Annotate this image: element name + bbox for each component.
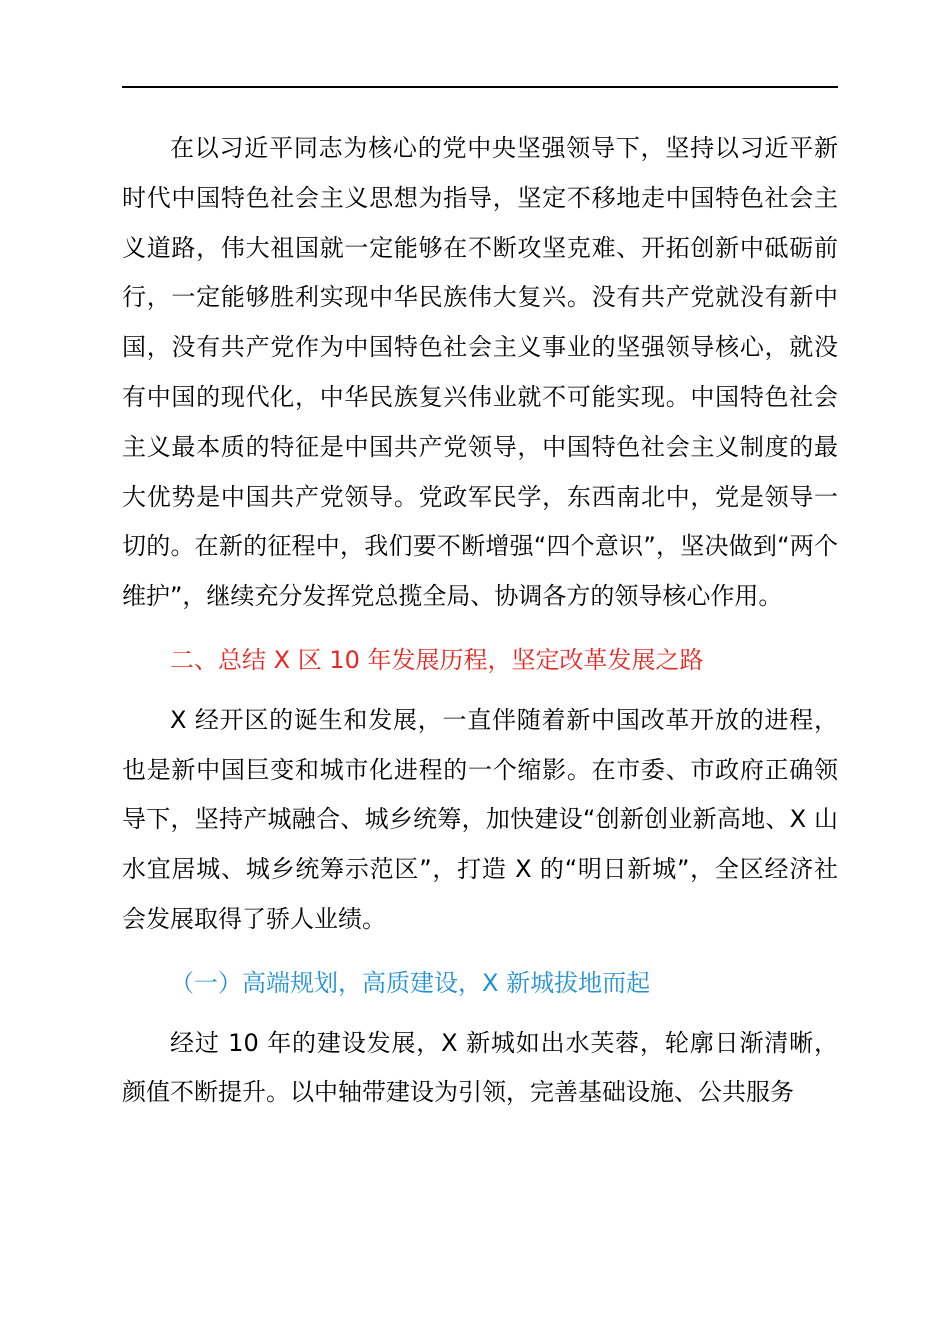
subsection-heading-1: （一）高端规划，高质建设，X 新城拔地而起 [170, 968, 651, 997]
document-body [122, 124, 838, 1118]
section-heading-2: 二、总结 X 区 10 年发展历程，坚定改革发展之路 [170, 645, 704, 674]
body-paragraph-1: 在以习近平同志为核心的党中央坚强领导下，坚持以习近平新时代中国特色社会主义思想为指导，坚定不移地走中国特色社会主义道路，伟大祖国就一定能够在不断攻坚克难、开拓创新中砥砺前行，一定能够胜利实现中华民族伟大复兴。没有共产党就没有新中国，没有共产党作为中国特色社会主义事业的坚强领导核心，就没有中国的现代化，中华民族复兴伟业就不可能实现。中国特色社会主义最本质的特征是中国共产党领导，中国特色社会主义制度的最大优势是中国共产党领导。党政军民学，东西南北中，党是领导一切的。在新的征程中，我们要不断增强“四个意识”，坚决做到“两个维护”，继续充分发挥党总揽全局、协调各方的领导核心作用。 [122, 134, 838, 611]
header-rule [122, 86, 838, 88]
body-paragraph-2: X 经开区的诞生和发展，一直伴随着新中国改革开放的进程，也是新中国巨变和城市化进程的一个缩影。在市委、市政府正确领导下，坚持产城融合、城乡统筹，加快建设“创新创业新高地、X 山水宜居城、城乡统筹示范区”，打造 X 的“明日新城”，全区经济社会发展取得了骄人业绩。 [122, 705, 838, 933]
body-paragraph-3: 经过 10 年的建设发展，X 新城如出水芙蓉，轮廓日渐清晰，颜值不断提升。以中轴带建设为引领，完善基础设施、公共服务 [122, 1028, 838, 1107]
